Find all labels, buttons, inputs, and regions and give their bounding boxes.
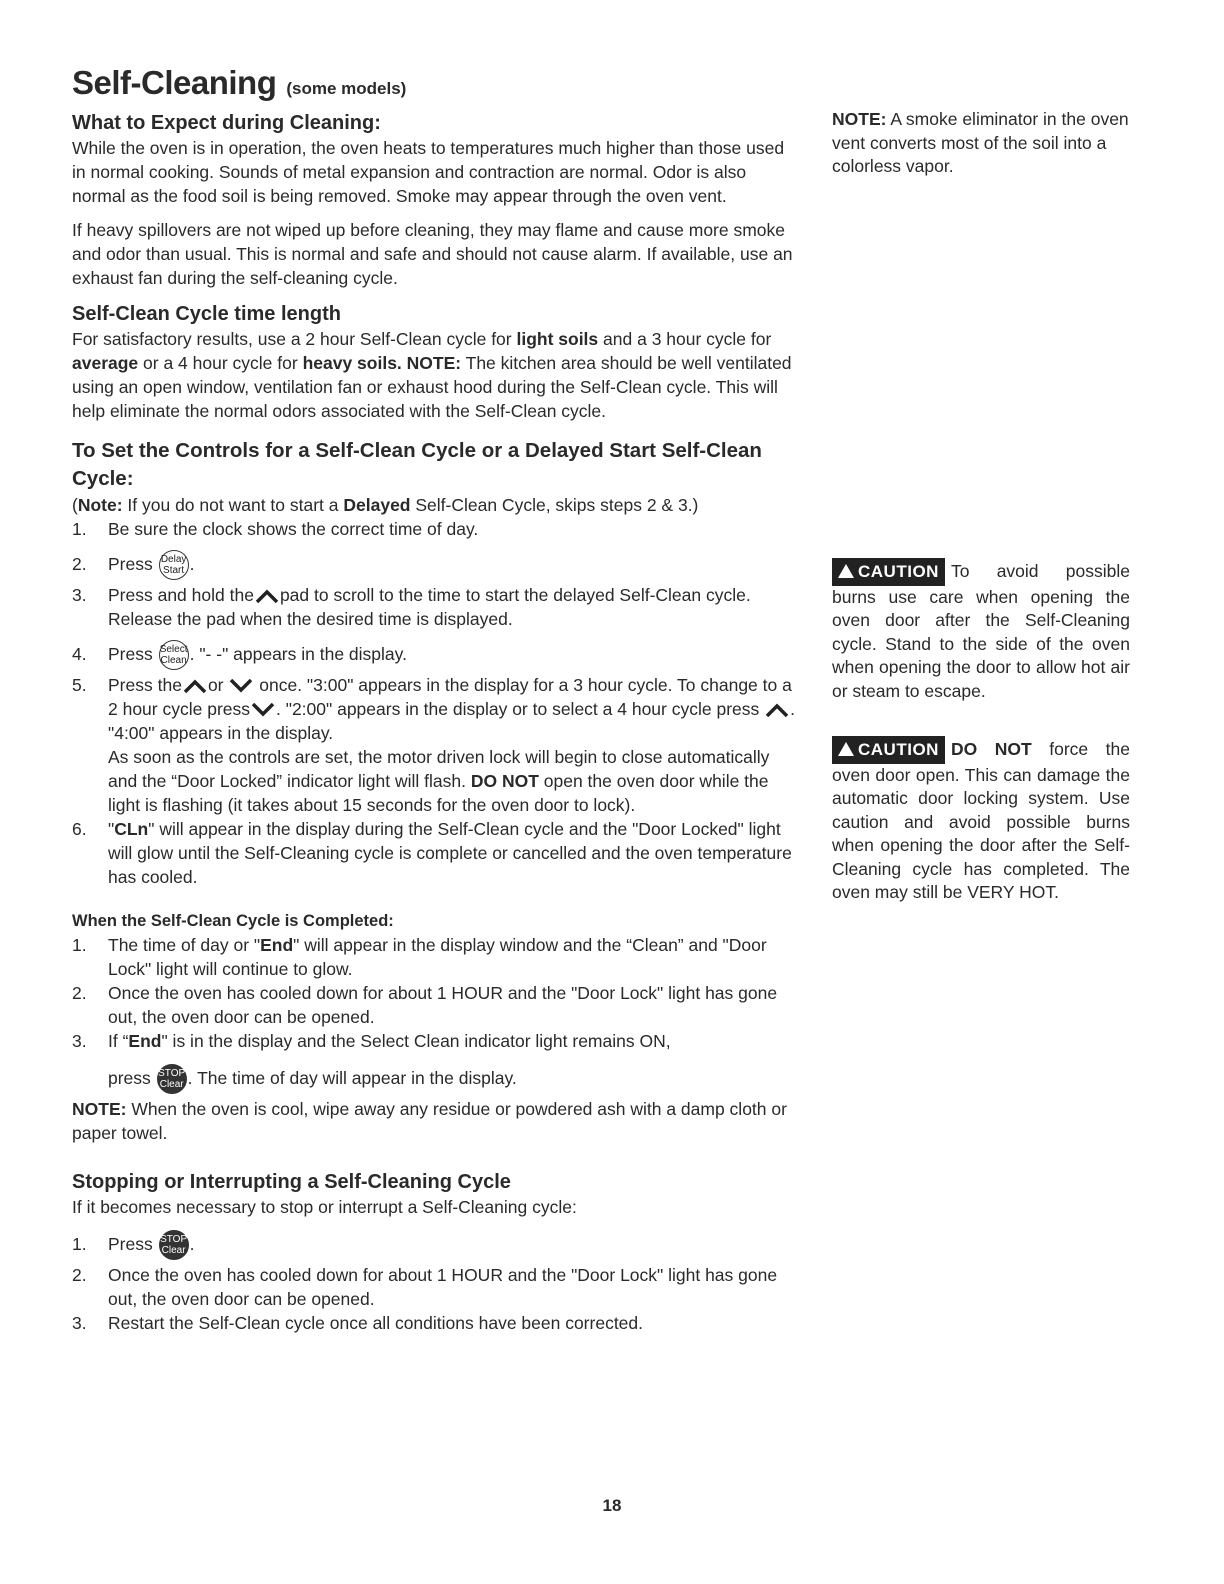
main-column (72, 110, 802, 1335)
warning-icon (838, 564, 854, 578)
stopping-step-2: 2. Once the oven has cooled down for about 1 HOUR and the "Door Lock" light has gone out, the oven door can be opened. (72, 1265, 778, 1309)
step-3: 3. Press and hold the pad to scroll to the time to start the delayed Self-Clean cycle. Release the pad when the desired time is displayed. (72, 585, 751, 629)
page-number: 18 (602, 1496, 622, 1515)
stopping-heading: Stopping or Interrupting a Self-Cleaning Cycle (72, 1171, 511, 1193)
sidebar-caution-1: CAUTION To avoid possible burns use care when opening the oven door after the Self-Cleaning cycle. Stand to the side of the oven when opening the door to allow hot air or steam to escape. (832, 558, 1130, 703)
set-controls-note: (Note: If you do not want to start a Delayed Self-Clean Cycle, skips steps 2 & 3.) (72, 495, 699, 515)
sidebar-note: NOTE: A smoke eliminator in the oven vent converts most of the soil into a colorless vapor. (832, 109, 1129, 176)
cycle-length-heading: Self-Clean Cycle time length (72, 303, 341, 325)
caution-badge: CAUTION (832, 558, 945, 586)
select-clean-key-icon: Select Clean (159, 640, 189, 670)
step-4: 4. Press Select Clean . "- -" appears in the display. (72, 637, 802, 671)
expect-heading: What to Expect during Cleaning: (72, 112, 381, 134)
completed-step-2: 2. Once the oven has cooled down for about 1 HOUR and the "Door Lock" light has gone out, the oven door can be opened. (72, 983, 778, 1027)
sidebar-caution-2: CAUTION DO NOT force the oven door open. This can damage the automatic door locking system. Use caution and avoid possible burns when opening the door after the Self-Cleaning cycle has completed. The oven may still be VERY HOT. (832, 736, 1130, 905)
title-main: Self-Cleaning (72, 64, 277, 101)
expect-paragraph-2: If heavy spillovers are not wiped up before cleaning, they may flame and cause more smoke and odor than usual. This is normal and safe and should not cause alarm. If available, use an exhaust fan during the self-cleaning cycle. (72, 220, 793, 288)
caution-badge: CAUTION (832, 736, 945, 764)
stopping-intro: If it becomes necessary to stop or interrupt a Self-Cleaning cycle: (72, 1197, 577, 1217)
warning-icon (838, 742, 854, 756)
completed-step-1: 1. The time of day or "End" will appear in the display window and the “Clean” and "Door Lock" light will continue to glow. (72, 935, 767, 979)
down-arrow-icon (229, 679, 253, 693)
step-6: 6. "CLn" will appear in the display during the Self-Clean cycle and the "Door Locked" light will glow until the Self-Cleaning cycle is complete or cancelled and the oven temperature has cooled. (72, 819, 792, 887)
up-arrow-icon (183, 679, 207, 693)
delay-start-key-icon: Delay Start (159, 550, 189, 580)
set-controls-heading: To Set the Controls for a Self-Clean Cycle or a Delayed Start Self-Clean Cycle: (72, 439, 762, 490)
cycle-length-paragraph: For satisfactory results, use a 2 hour Self-Clean cycle for light soils and a 3 hour cycle for average or a 4 hour cycle for heavy soils. NOTE: The kitchen area should be well ventilated using an open window, ventilation fan or exhaust hood during the Self-Clean cycle. This will help eliminate the normal odors associated with the Self-Clean cycle. (72, 329, 792, 421)
stopping-step-3: 3. Restart the Self-Clean cycle once all conditions have been corrected. (72, 1313, 644, 1333)
step-5: 5. Press the or once. "3:00" appears in the display for a 3 hour cycle. To change to a 2 hour cycle press . "2:00" appears in the display or to select a 4 hour cycle press . "4:00" appears in the display. As soon as the controls are set, the motor driven lock will begin to close automatically and the “Door Locked” indicator light will flash. DO NOT open the oven door while the light is flashing (it takes about 15 seconds for the oven door to lock). (72, 675, 796, 815)
down-arrow-icon (251, 703, 275, 717)
completed-step-3: 3. If “End" is in the display and the Select Clean indicator light remains ON, press STOP Clear . The time of day will appear in the display. (72, 1029, 802, 1095)
stop-clear-key-icon: STOP Clear (159, 1230, 189, 1260)
stopping-step-1: 1. Press STOP Clear . (72, 1227, 802, 1261)
page-title (72, 64, 406, 102)
up-arrow-icon (765, 703, 789, 717)
stop-clear-key-icon: STOP Clear (157, 1064, 187, 1094)
completed-heading: When the Self-Clean Cycle is Completed: (72, 912, 394, 930)
step-1: 1. Be sure the clock shows the correct time of day. (72, 519, 479, 539)
step-2: 2. Press Delay Start . (72, 547, 802, 581)
completed-note: NOTE: When the oven is cool, wipe away any residue or powdered ash with a damp cloth or paper towel. (72, 1099, 787, 1143)
expect-paragraph-1: While the oven is in operation, the oven heats to temperatures much higher than those used in normal cooking. Sounds of metal expansion and contraction are normal. Odor is also normal as the food soil is being removed. Smoke may appear through the oven vent. (72, 138, 785, 206)
up-arrow-icon (255, 589, 279, 603)
title-sub: (some models) (286, 79, 407, 98)
